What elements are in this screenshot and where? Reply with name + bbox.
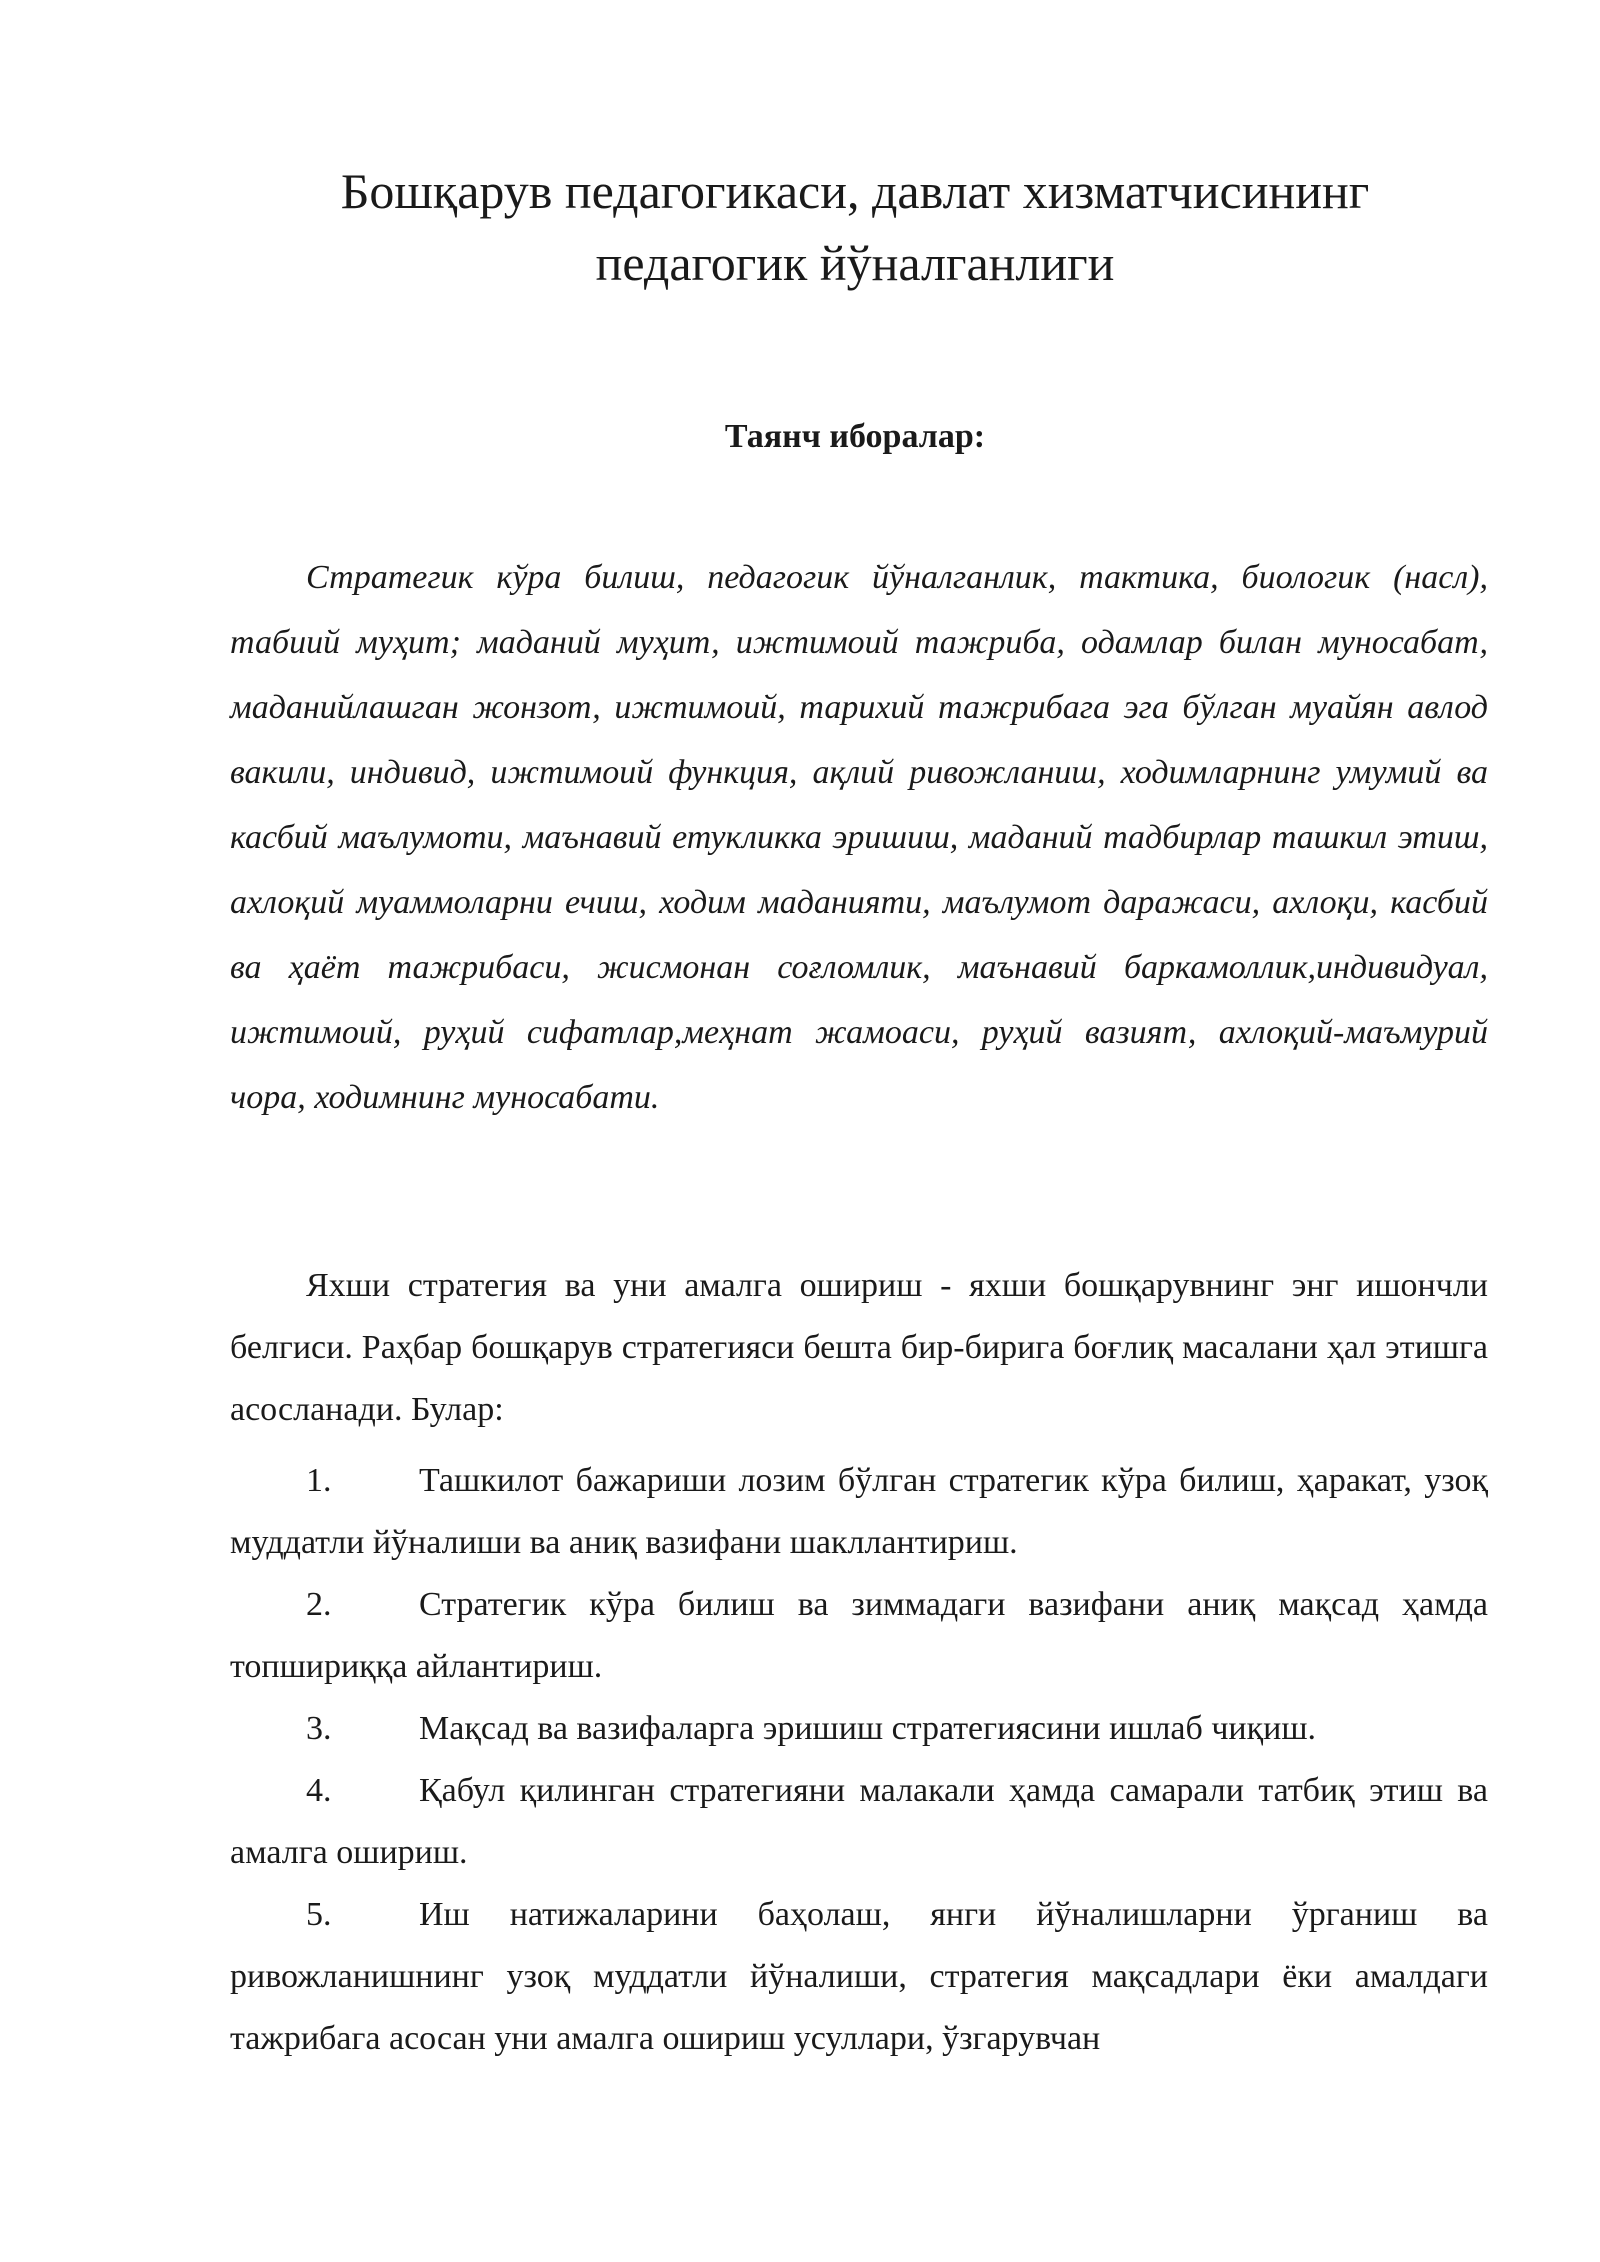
list-item [230,1574,1488,1698]
list-item-number: 1. [306,1462,332,1499]
list-item-number: 5. [306,1896,332,1933]
list-item-number: 3. [306,1710,332,1747]
document-title [230,155,1480,299]
list-item-text: Ташкилот бажариши лозим бўлган стратегик кўра билиш, ҳаракат, узоқ муддатли йўналиши ва аниқ вазифани шакллантириш. [230,1462,1488,1561]
title-line-1: Бошқарув педагогикаси, давлат хизматчисининг [340,163,1370,219]
intro-paragraph: Яхши стратегия ва уни амалга ошириш - яхши бошқарувнинг энг ишончли белгиси. Раҳбар бошқарув стратегияси бешта бир-бирига боғлиқ масалани ҳал этишга асосланади. Булар: [230,1267,1488,1428]
list-item-number: 2. [306,1586,332,1623]
list-item-text: Қабул қилинган стратегияни малакали ҳамда самарали татбиқ этиш ва амалга ошириш. [230,1772,1488,1871]
list-item [230,1884,1488,2070]
list-item [230,1760,1488,1884]
list-item [230,1698,1488,1760]
title-line-2: педагогик йўналганлиги [595,235,1115,291]
list-item-text: Стратегик кўра билиш ва зиммадаги вазифани аниқ мақсад ҳамда топшириққа айлантириш. [230,1586,1488,1685]
keywords-paragraph: Стратегик кўра билиш, педагогик йўналганлик, тактика, биологик (насл), табиий муҳит; маданий муҳит, ижтимоий тажриба, одамлар билан муносабат, маданийлашган жонзот, ижтимоий, тарихий тажрибага эга бўлган муайян авлод вакили, индивид, ижтимоий функция, ақлий ривожланиш, ходимларнинг умумий ва касбий маълумоти, маънавий етукликка эришиш, маданий тадбирлар ташкил этиш, ахлоқий муаммоларни ечиш, ходим маданияти, маълумот даражаси, ахлоқи, касбий ва ҳаёт тажрибаси, жисмонан соғломлик, маънавий баркамоллик,индивидуал, ижтимоий, руҳий сифатлар,меҳнат жамоаси, руҳий вазият, ахлоқий-маъмурий чора, ходимнинг муносабати. [230,559,1488,1116]
list-item-text: Мақсад ва вазифаларга эришиш стратегиясини ишлаб чиқиш. [419,1710,1317,1747]
list-item-number: 4. [306,1772,332,1809]
list-item [230,1450,1488,1574]
keywords-heading: Таянч иборалар: [724,418,986,455]
list-item-text: Иш натижаларини баҳолаш, янги йўналишларни ўрганиш ва ривожланишнинг узоқ муддатли йўналиши, стратегия мақсадлари ёки амалдаги тажрибага асосан уни амалга ошириш усуллари, ўзгарувчан [230,1896,1488,2057]
numbered-list [230,1450,1488,2070]
